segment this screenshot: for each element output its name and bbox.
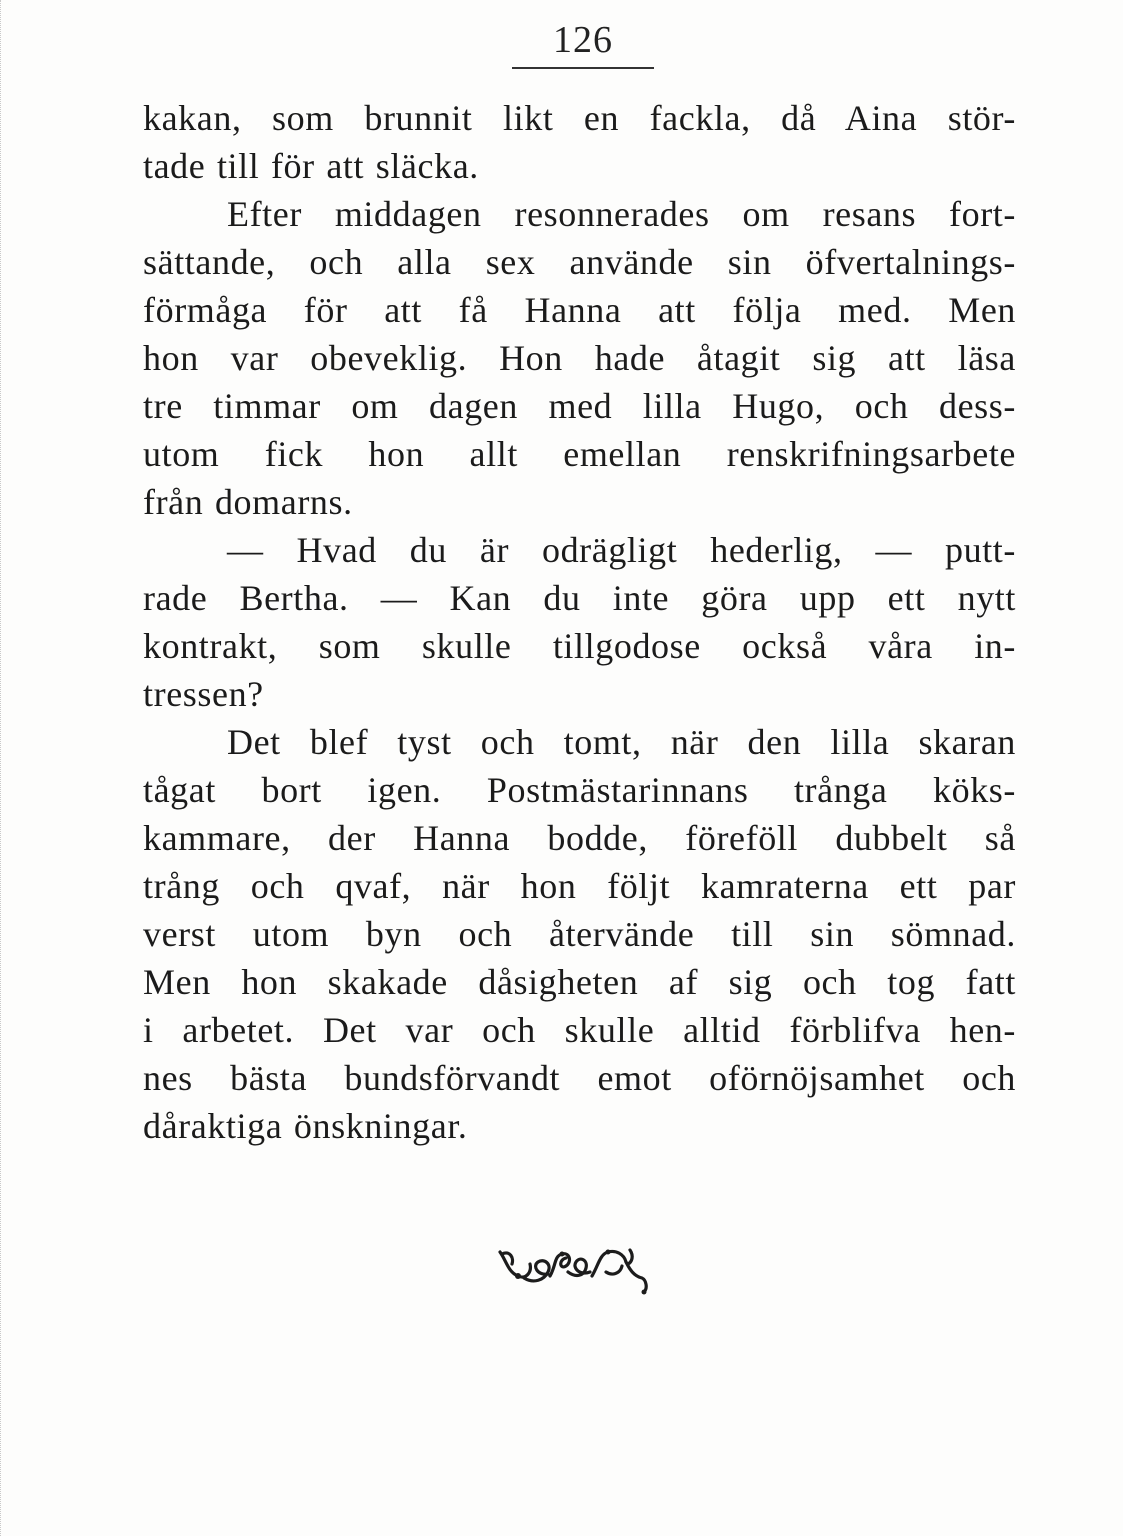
- text-line: kontrakt, som skulle tillgodose också våra in-: [143, 626, 1016, 666]
- text-line: Efter middagen resonnerades om resans fort-: [227, 194, 1016, 234]
- text-line: sättande, och alla sex använde sin öfvertalnings-: [143, 242, 1016, 282]
- text-line: tågat bort igen. Postmästarinnans trånga köks-: [143, 770, 1016, 810]
- text-line: förmåga för att få Hanna att följa med. Men: [143, 290, 1016, 330]
- text-line: rade Bertha. — Kan du inte göra upp ett nytt: [143, 578, 1016, 618]
- text-line: nes bästa bundsförvandt emot oförnöjsamhet och: [143, 1058, 1016, 1098]
- text-line: hon var obeveklig. Hon hade åtagit sig att läsa: [143, 338, 1016, 378]
- text-line: tade till för att släcka.: [143, 146, 479, 186]
- text-line: — Hvad du är odrägligt hederlig, — putt-: [227, 530, 1016, 570]
- header-rule: [512, 67, 654, 69]
- text-line: Men hon skakade dåsigheten af sig och tog fatt: [143, 962, 1016, 1002]
- text-line: tre timmar om dagen med lilla Hugo, och dess-: [143, 386, 1016, 426]
- page-number: 126: [553, 19, 613, 61]
- text-line: Det blef tyst och tomt, när den lilla skaran: [227, 722, 1016, 762]
- text-line: från domarns.: [143, 482, 353, 522]
- text-line: utom fick hon allt emellan renskrifningsarbete: [143, 434, 1016, 474]
- text-line: tressen?: [143, 674, 264, 714]
- text-line: verst utom byn och återvände till sin sömnad.: [143, 914, 1016, 954]
- text-line: kammare, der Hanna bodde, föreföll dubbelt så: [143, 818, 1016, 858]
- text-line: i arbetet. Det var och skulle alltid förblifva hen-: [143, 1010, 1016, 1050]
- text-line: kakan, som brunnit likt en fackla, då Aina stör-: [143, 98, 1016, 138]
- page-header: [512, 18, 654, 69]
- scan-edge: [0, 0, 3, 1536]
- tailpiece-ornament-icon: [494, 1232, 654, 1296]
- text-line: dåraktiga önskningar.: [143, 1106, 468, 1146]
- body-text: [143, 94, 1016, 1150]
- text-line: trång och qvaf, när hon följt kamraterna ett par: [143, 866, 1016, 906]
